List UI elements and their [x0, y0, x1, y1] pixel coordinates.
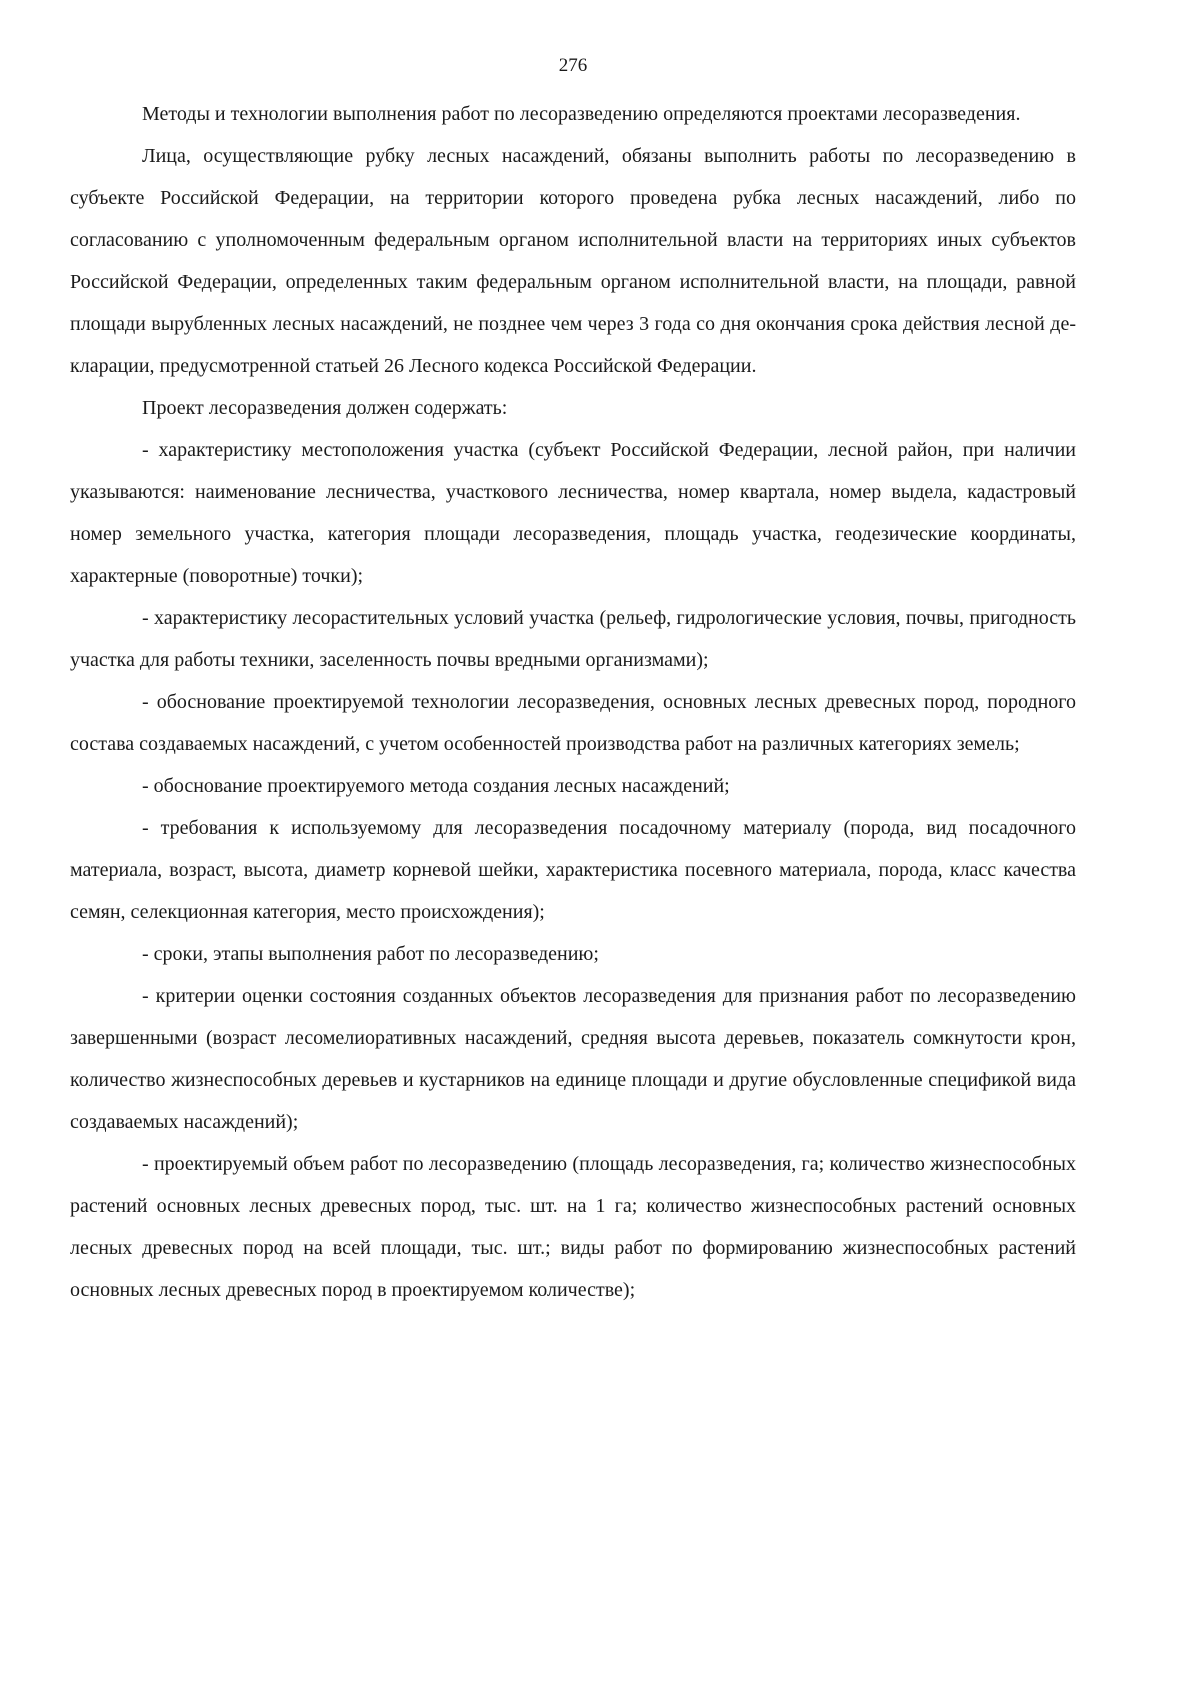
- paragraph-methods: Методы и технологии выполнения работ по лесоразведению определяются проектами лесоразведения.: [142, 103, 1021, 125]
- list-item-volume: - проектируемый объем работ по лесоразведению (площадь лесоразведения, га; количество жизнеспособных растений основных лесных древесных пород, тыс. шт. на 1 га; количество жизнеспособных растений основных лесных древесных пород на всей площади, тыс. шт.; виды работ по формированию жизнеспособных растений основных лесных древесных пород в проектируемом количестве);: [70, 1153, 1076, 1301]
- list-item-schedule: - сроки, этапы выполнения работ по лесоразведению;: [142, 943, 599, 965]
- paragraph-project-contents-intro: Проект лесоразведения должен содержать:: [142, 397, 508, 419]
- paragraph-obligations: Лица, осуществляющие рубку лесных насаждений, обязаны выполнить работы по лесоразведению в субъекте Российской Федерации, на территории которого проведена рубка лесных насаждений, либо по согласованию с уполномоченным федеральным органом исполнительной власти на территориях иных субъектов Российской Федерации, определенных таким федеральным органом исполнительной власти, на площади, равной площади вырубленных лесных насаждений, не позднее чем через 3 года со дня окончания срока действия лесной декларации, предусмотренной статьей 26 Лесного кодекса Российской Федерации.: [70, 145, 1076, 377]
- list-item-growing-conditions: - характеристику лесорастительных условий участка (рельеф, гидрологические условия, почвы, пригодность участка для работы техники, заселенность почвы вредными организмами);: [70, 607, 1076, 671]
- list-item-method: - обоснование проектируемого метода создания лесных насаждений;: [142, 775, 730, 797]
- list-item-location: - характеристику местоположения участка (субъект Российской Федерации, лесной район, при наличии указываются: наименование лесничества, участкового лесничества, номер квартала, номер выдела, кадастровый номер земельного участка, категория площади лесоразведения, площадь участка, геодезические координаты, характерные (поворотные) точки);: [70, 439, 1076, 587]
- document-body: [70, 93, 1076, 1311]
- list-item-technology: - обоснование проектируемой технологии лесоразведения, основных лесных древесных пород, породного состава создаваемых насаждений, с учетом особенностей производства работ на различных категориях земель;: [70, 691, 1076, 755]
- list-item-planting-material: - требования к используемому для лесоразведения посадочному материалу (порода, вид посадочного материала, возраст, высота, диаметр корневой шейки, характеристика посевного материала, порода, класс качества семян, селекционная категория, место происхождения);: [70, 817, 1076, 923]
- list-item-criteria: - критерии оценки состояния созданных объектов лесоразведения для признания работ по лесоразведению завершенными (возраст лесомелиоративных насаждений, средняя высота деревьев, показатель сомкнутости крон, количество жизнеспособных деревьев и кустарников на единице площади и другие обусловленные спецификой вида создаваемых насаждений);: [70, 985, 1076, 1133]
- page-number: 276: [558, 55, 588, 76]
